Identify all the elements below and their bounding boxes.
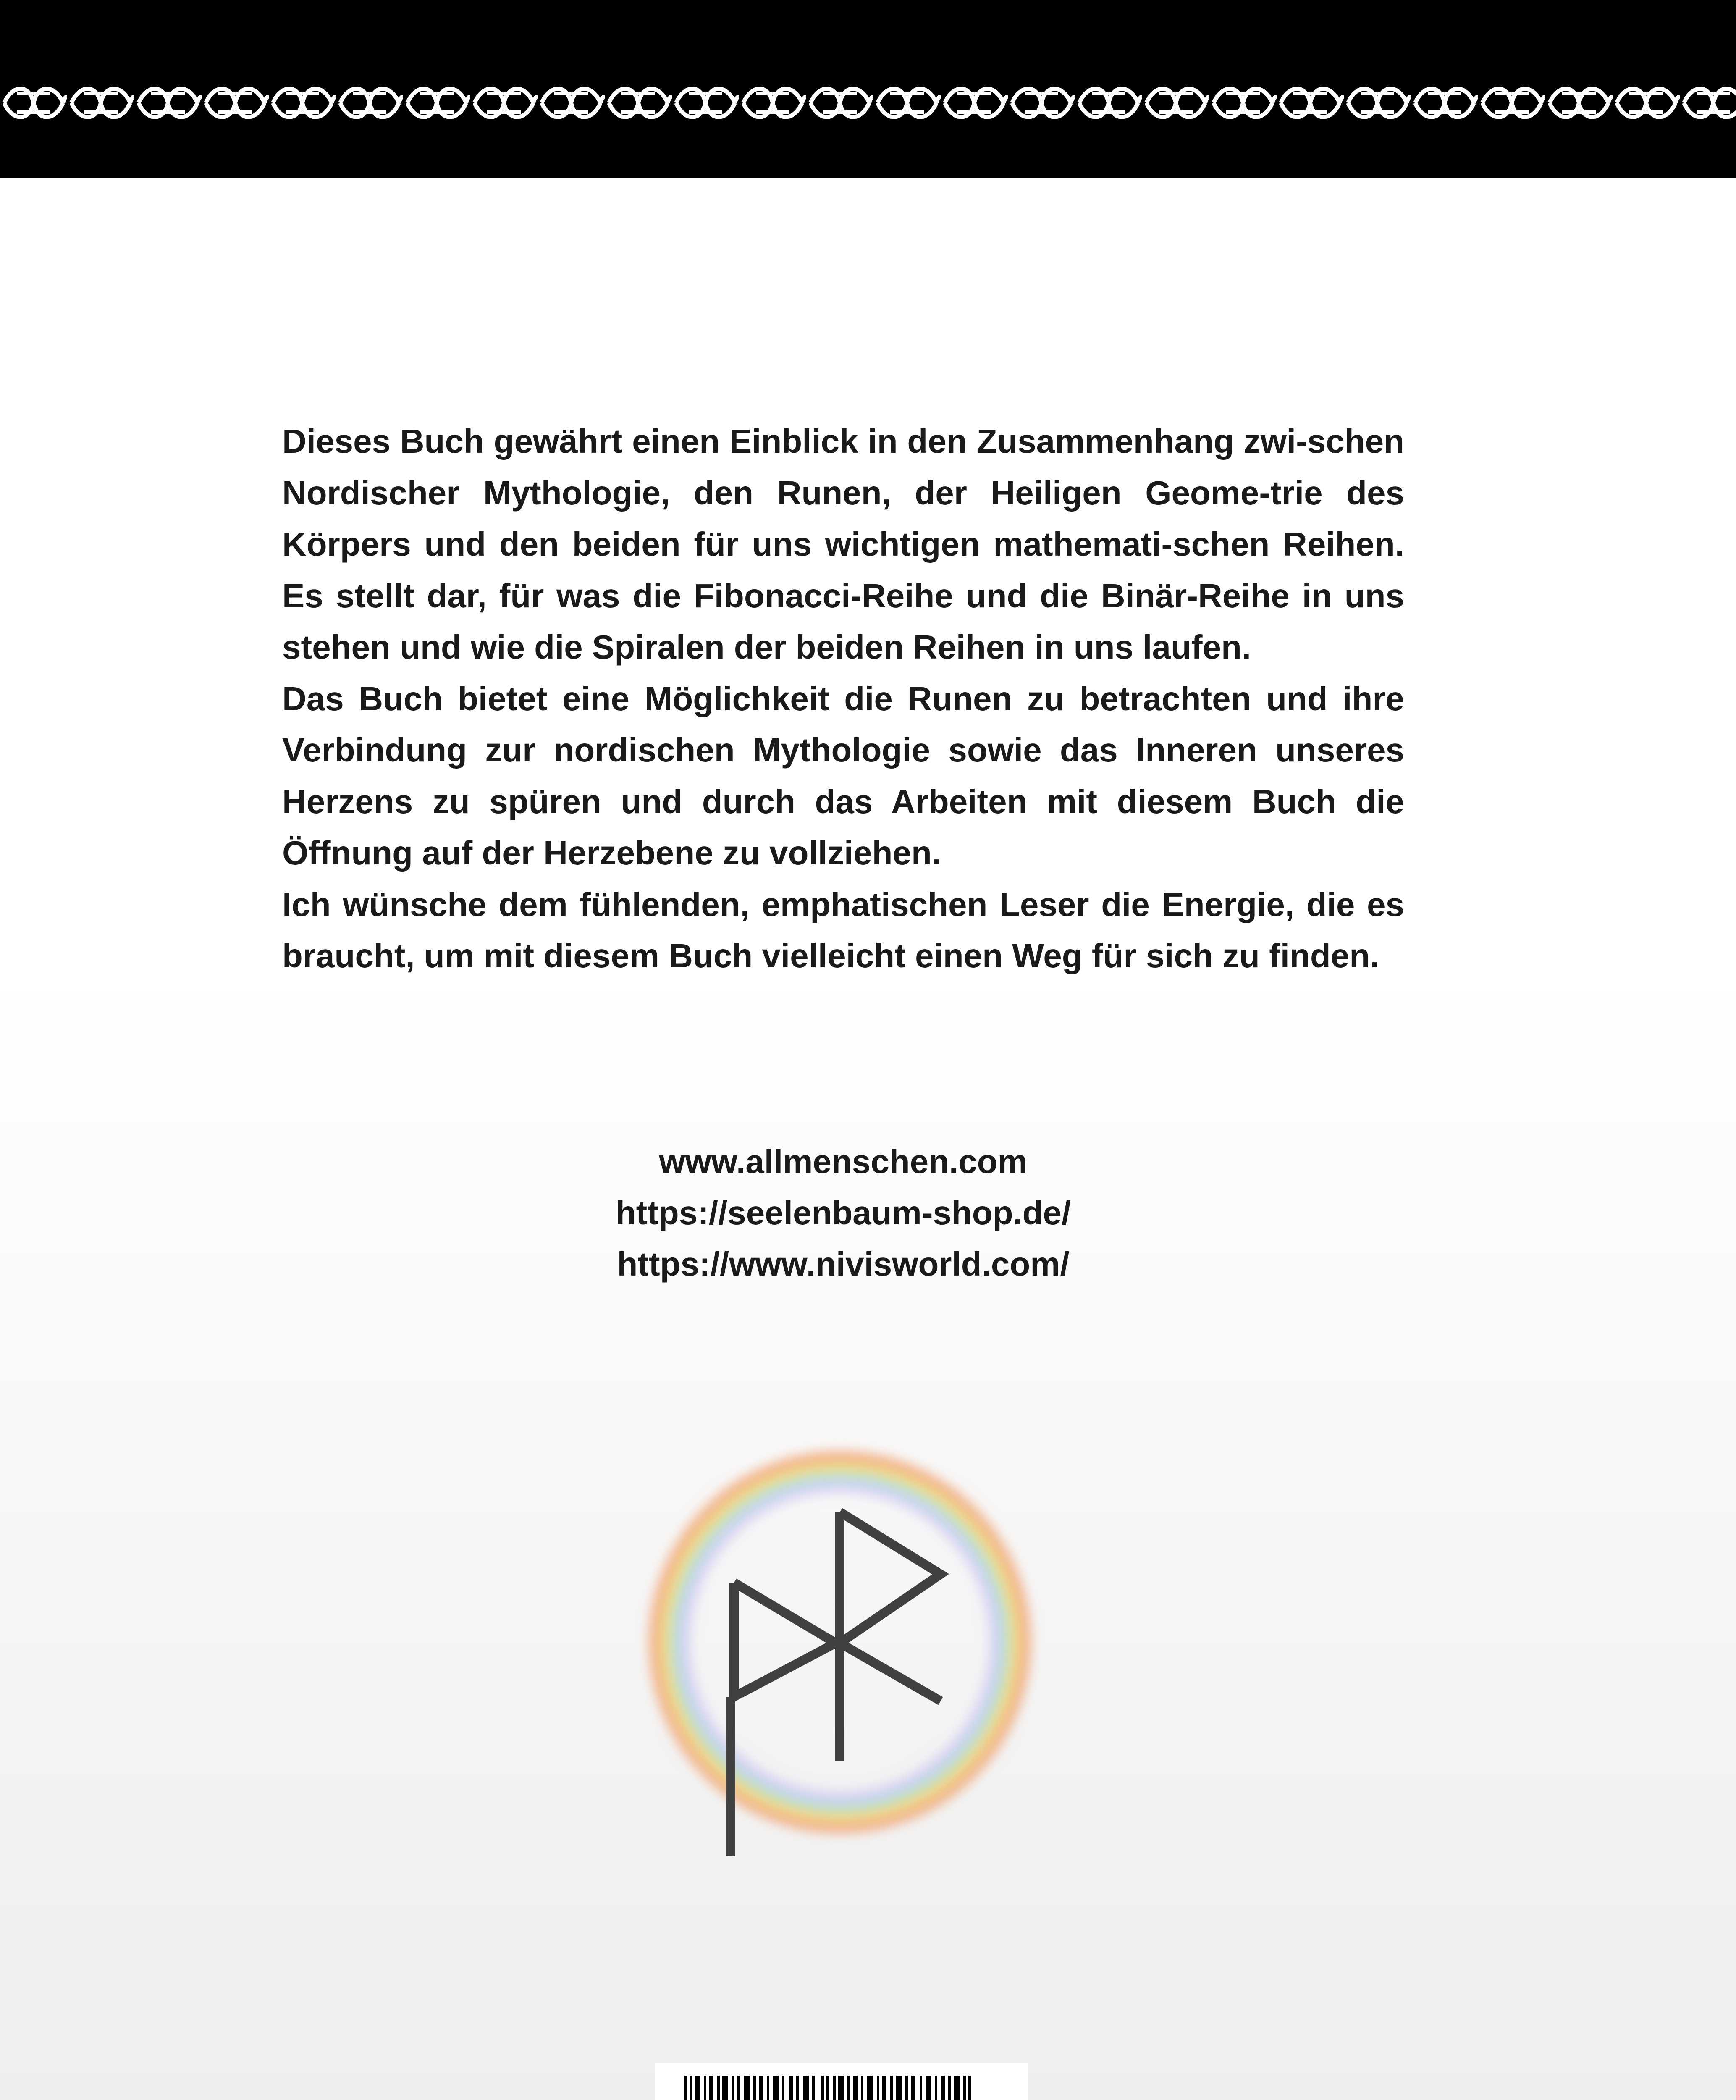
blurb-paragraph-3: Ich wünsche dem fühlenden, emphatischen Leser die Energie, die es braucht, um mit diesem Buch vielleicht einen Weg für sich zu finden. <box>282 885 1404 974</box>
celtic-knot-icon <box>0 78 1736 128</box>
isbn-barcode <box>655 2063 1028 2100</box>
bind-rune-emblem-icon <box>626 1428 1054 1856</box>
link-seelenbaum-shop[interactable]: https://seelenbaum-shop.de/ <box>615 1194 1071 1231</box>
barcode-bars-icon <box>655 2063 1028 2100</box>
website-links <box>282 1136 1404 1290</box>
link-nivisworld[interactable]: https://www.nivisworld.com/ <box>617 1245 1070 1283</box>
top-border-band <box>0 0 1736 178</box>
blurb-paragraph-1: Dieses Buch gewährt einen Einblick in den Zusammenhang zwi-schen Nordischer Mythologie, den Runen, der Heiligen Geome-trie des Körpers und den beiden für uns wichtigen mathemati-schen Reihen. Es stellt dar, für was die Fibonacci-Reihe und die Binär-Reihe in uns stehen und wie die Spiralen der beiden Reihen in uns laufen. <box>282 423 1404 666</box>
link-allmenschen[interactable]: www.allmenschen.com <box>659 1143 1028 1180</box>
blurb-paragraph-2: Das Buch bietet eine Möglichkeit die Runen zu betrachten und ihre Verbindung zur nordischen Mythologie sowie das Inneren unseres Herzens zu spüren und durch das Arbeiten mit diesem Buch die Öffnung auf der Herzebene zu vollziehen. <box>282 680 1404 872</box>
back-cover-blurb <box>282 416 1404 982</box>
